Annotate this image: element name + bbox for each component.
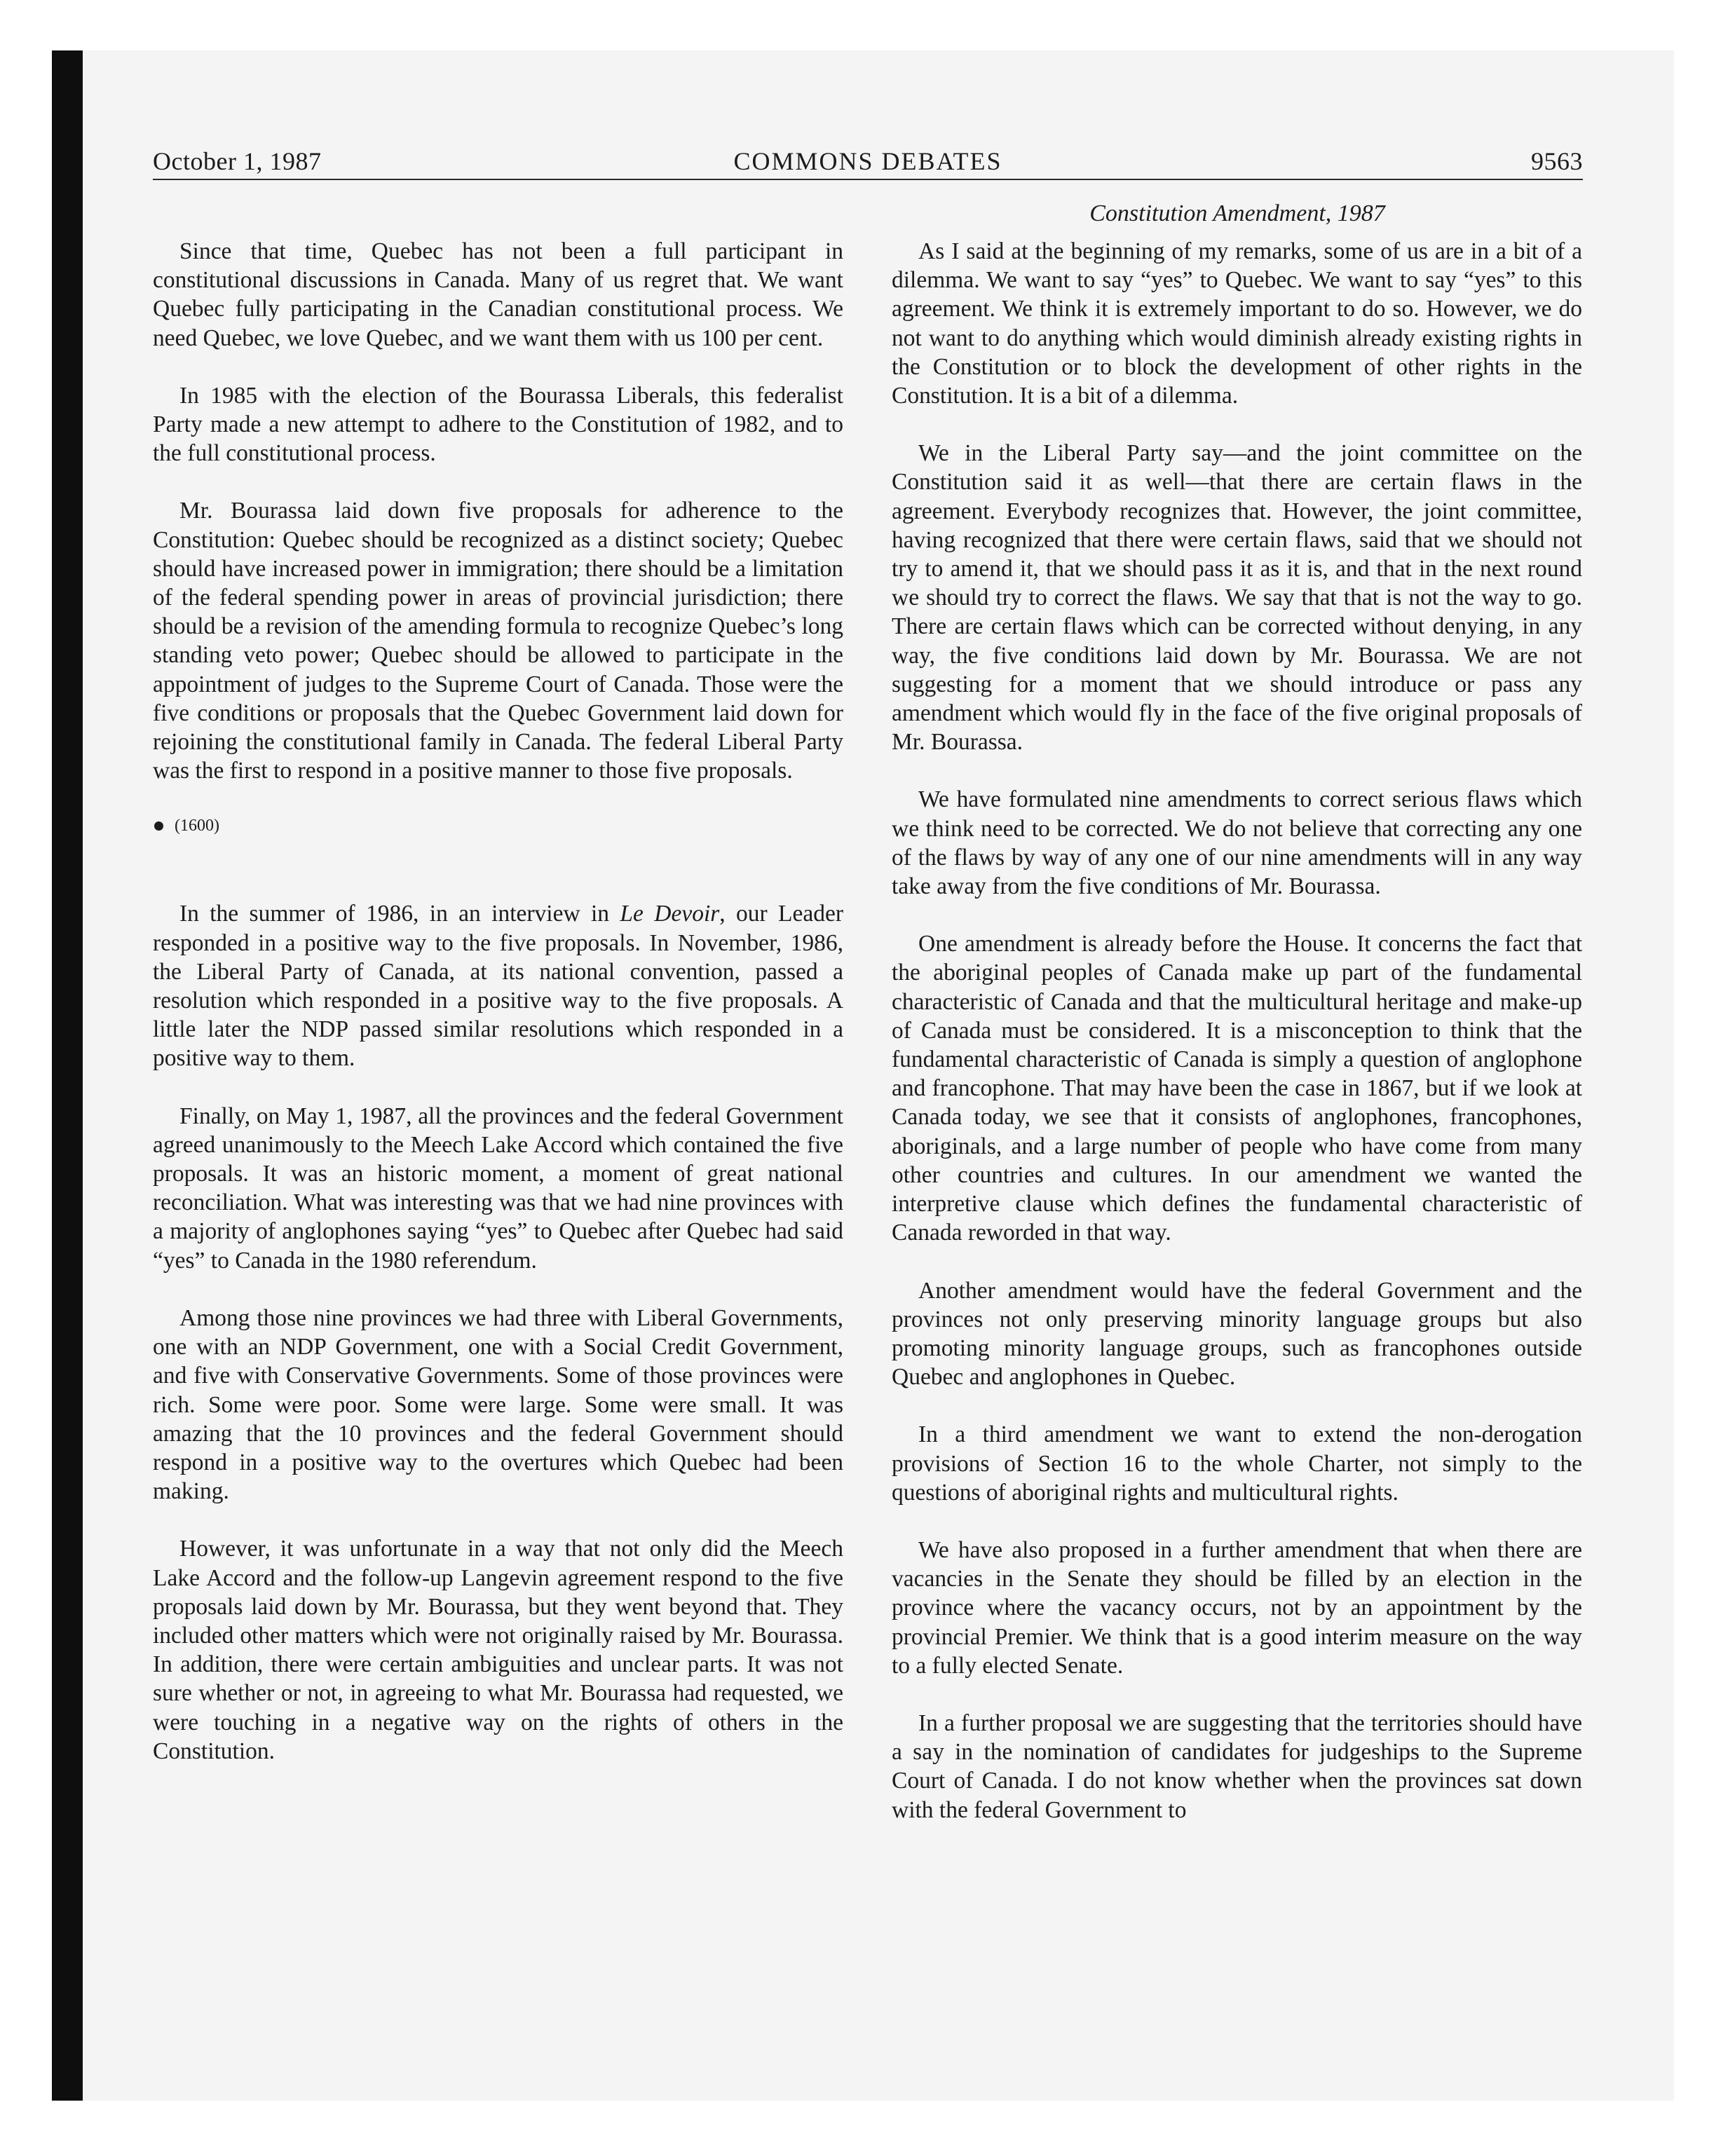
paragraph: As I said at the beginning of my remarks, some of us are in a bit of a dilemma. We want to say “yes” to Quebec. We want to say “yes” to this agreement. We think it is extremely important to do so. However, we do not want to do anything which would diminish already existing rights in the Constitution or to block the development of other rights in the Constitution. It is a bit of a dilemma.: [892, 238, 1582, 409]
right-column: [892, 237, 1582, 1853]
left-column: [153, 237, 843, 1794]
header-rule: [153, 179, 1583, 180]
paragraph: We have also proposed in a further amendment that when there are vacancies in the Senate they should be filled by an election in the province where the vacancy occurs, not by an appointment by the provincial Premier. We think that is a good interim measure on the way to a fully elected Senate.: [892, 1536, 1582, 1679]
time-marker-text: (1600): [175, 817, 219, 835]
header-page-number: 9563: [1531, 147, 1583, 175]
paragraph: However, it was unfortunate in a way that not only did the Meech Lake Accord and the follow-up Langevin agreement respond to the five proposals laid down by Mr. Bourassa, but they went beyond that. They included other matters which were not originally raised by Mr. Bourassa. In addition, there were certain ambiguities and unclear parts. It was not sure whether or not, in agreeing to what Mr. Bourassa had requested, we were touching in a negative way on the rights of others in the Constitution.: [153, 1536, 843, 1764]
paragraph: In a third amendment we want to extend the non-derogation provisions of Section 16 to the whole Charter, not simply to the questions of aboriginal rights and multicultural rights.: [892, 1421, 1582, 1506]
newspaper-title: Le Devoir: [620, 901, 720, 927]
bullet-icon: [154, 821, 163, 831]
header-publication: COMMONS DEBATES: [733, 147, 1002, 175]
running-head: [153, 144, 1583, 179]
paragraph-text: In the summer of 1986, in an interview in: [179, 901, 620, 927]
scan-margin-top: [0, 0, 1735, 50]
subject-heading: Constitution Amendment, 1987: [1089, 200, 1385, 226]
paragraph: Since that time, Quebec has not been a full participant in constitutional discussions in Canada. Many of us regret that. We want Quebec fully participating in the Canadian constitutional process. We need Quebec, we love Quebec, and we want them with us 100 per cent.: [153, 238, 843, 351]
paragraph-text: , our Leader responded in a positive way to the five proposals. In November, 1986, the Liberal Party of Canada, at its national convention, passed a resolution which responded in a positive way to the five proposals. A little later the NDP passed similar resolutions which responded in a positive way to them.: [153, 901, 843, 1072]
time-marker: [154, 814, 843, 838]
paragraph: We have formulated nine amendments to correct serious flaws which we think need to be corrected. We do not believe that correcting any one of the flaws by way of any one of our nine amendments will in any way take away from the five conditions of Mr. Bourassa.: [892, 786, 1582, 900]
paragraph: Mr. Bourassa laid down five proposals for adherence to the Constitution: Quebec should be recognized as a distinct society; Quebec should have increased power in immigration; there should be a limitation of the federal spending power in areas of provincial jurisdiction; there should be a revision of the amending formula to recognize Quebec’s long standing veto power; Quebec should be allowed to participate in the appointment of judges to the Supreme Court of Canada. Those were the five conditions or proposals that the Quebec Government laid down for rejoining the constitutional family in Canada. The federal Liberal Party was the first to respond in a positive manner to those five proposals.: [153, 498, 843, 784]
paragraph: In a further proposal we are suggesting that the territories should have a say in the nomination of candidates for judgeships to the Supreme Court of Canada. I do not know whether when the provinces sat down with the federal Government to: [892, 1710, 1582, 1823]
paragraph: [153, 899, 843, 1072]
header-date: October 1, 1987: [153, 147, 322, 175]
paragraph: Finally, on May 1, 1987, all the provinces and the federal Government agreed unanimously to the Meech Lake Accord which contained the five proposals. It was an historic moment, a moment of great national reconciliation. What was interesting was that we had nine provinces with a majority of anglophones saying “yes” to Quebec after Quebec had said “yes” to Canada in the 1980 referendum.: [153, 1103, 843, 1274]
paragraph: Among those nine provinces we had three with Liberal Governments, one with an NDP Government, one with a Social Credit Government, and five with Conservative Governments. Some of those provinces were rich. Some were poor. Some were large. Some were small. It was amazing that the 10 provinces and the federal Government should respond in a positive way to the overtures which Quebec had been making.: [153, 1304, 843, 1505]
paragraph: Another amendment would have the federal Government and the provinces not only preserving minority language groups but also promoting minority language groups, such as francophones outside Quebec and anglophones in Quebec.: [892, 1277, 1582, 1391]
paragraph: We in the Liberal Party say—and the joint committee on the Constitution said it as well—that there are certain flaws in the agreement. Everybody recognizes that. However, the joint committee, having recognized that there were certain flaws, said that we should not try to amend it, that we should pass it as it is, and that in the next round we should try to correct the flaws. We say that that is not the way to go. There are certain flaws which can be corrected without denying, in any way, the five conditions laid down by Mr. Bourassa. We are not suggesting for a moment that we should introduce or pass any amendment which would fly in the face of the five original proposals of Mr. Bourassa.: [892, 440, 1582, 756]
paragraph: In 1985 with the election of the Bourassa Liberals, this federalist Party made a new attempt to adhere to the Constitution of 1982, and to the full constitutional process.: [153, 382, 843, 467]
scan-edge-shadow: [52, 50, 83, 2101]
paragraph: One amendment is already before the House. It concerns the fact that the aboriginal peoples of Canada make up part of the fundamental characteristic of Canada and that the multicultural heritage and make-up of Canada must be considered. It is a misconception to think that the fundamental characteristic of Canada is simply a question of anglophone and francophone. That may have been the case in 1867, but if we look at Canada today, we see that it consists of anglophones, francophones, aboriginals, and a large number of people who have come from many other countries and cultures. In our amendment we wanted the interpretive clause which defines the fundamental characteristic of Canada reworded in that way.: [892, 931, 1582, 1246]
